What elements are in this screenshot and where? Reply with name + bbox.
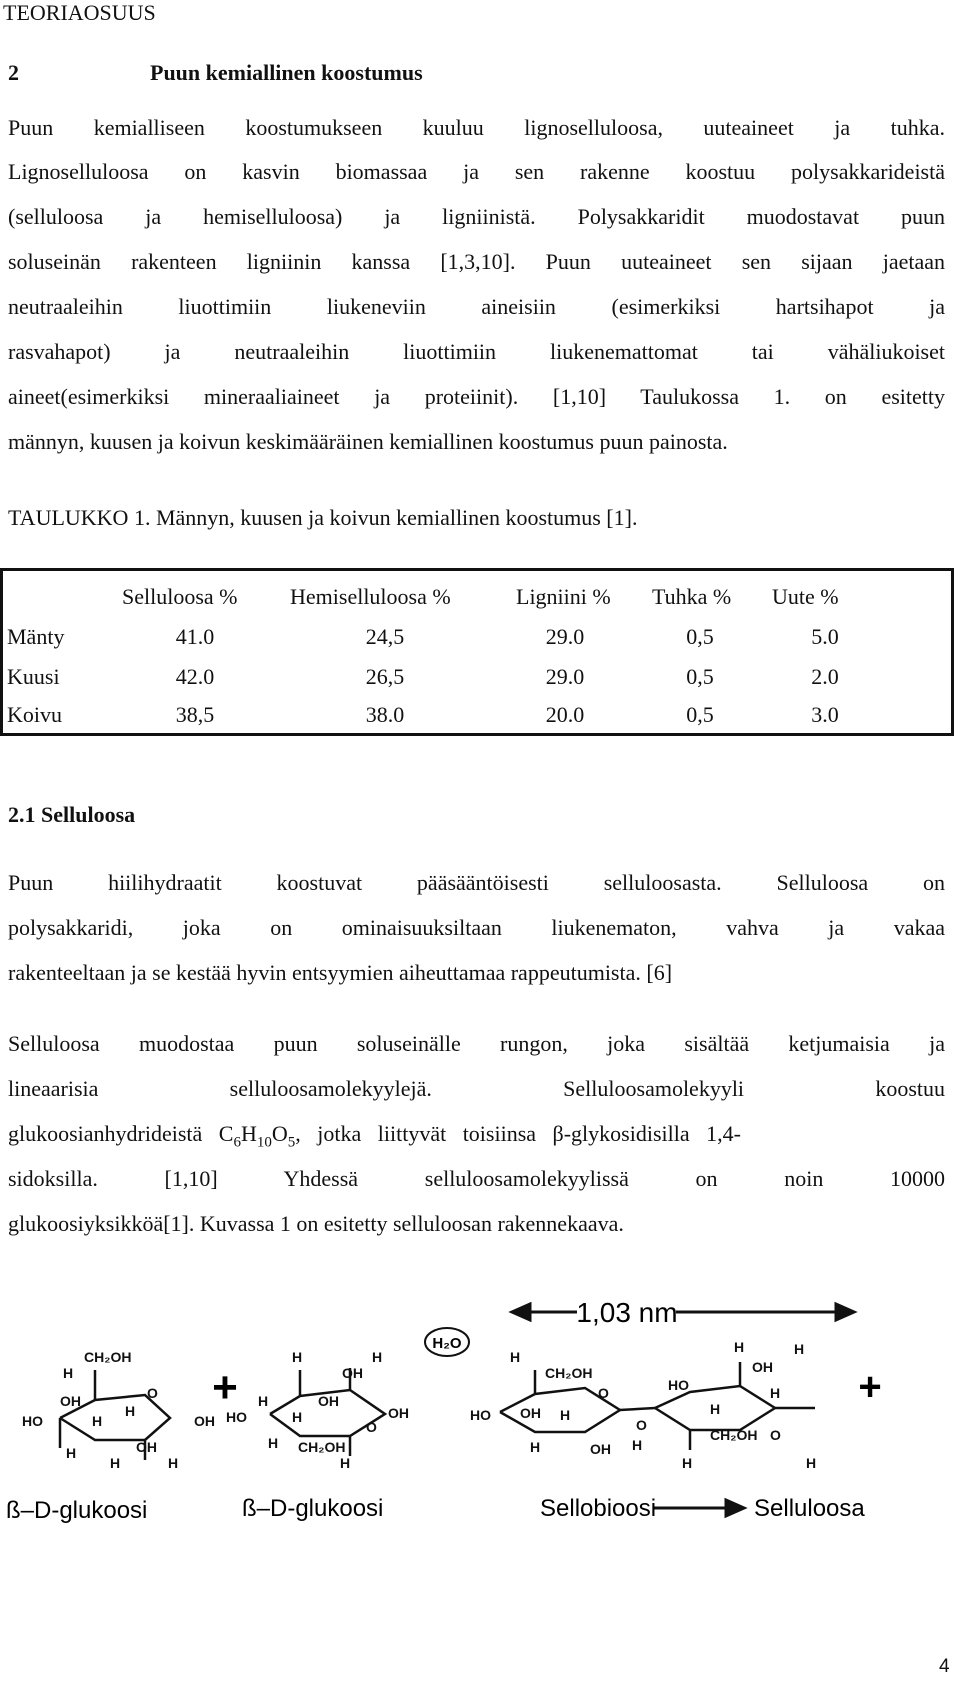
section-title: Puun kemiallinen koostumus (150, 60, 423, 85)
length-label: 1,03 nm (576, 1297, 678, 1328)
atom-label: H (530, 1439, 541, 1455)
atom-label: H (292, 1409, 303, 1425)
atom-label: CH₂OH (298, 1439, 346, 1455)
page-number: 4 (939, 1656, 950, 1677)
atom-label: OH (194, 1413, 215, 1429)
formula-suffix: , jotka liittyvät toisiinsa β-glykosidisilla 1,4- (295, 1121, 741, 1146)
table-header-extractives: Uute % (772, 584, 839, 609)
atom-label: O (147, 1385, 158, 1401)
atom-label: H (632, 1437, 643, 1453)
formula-subscript: 5 (287, 1134, 296, 1151)
table-header-lignin: Ligniini % (516, 584, 611, 609)
atom-label: OH (520, 1405, 541, 1421)
table-cell: 0,5 (686, 702, 714, 727)
paragraph-line: männyn, kuusen ja koivun keskimääräinen kemiallinen koostumus puun painosta. (8, 429, 728, 454)
table-cell: 24,5 (365, 624, 405, 649)
atom-label: H (110, 1455, 121, 1471)
paragraph-line: glukoosiyksikköä[1]. Kuvassa 1 on esitetty selluloosan rakennekaava. (8, 1211, 624, 1236)
table-cell: 0,5 (686, 664, 714, 689)
atom-label: O (366, 1419, 377, 1435)
atom-label: HO (668, 1377, 689, 1393)
paragraph-line: Puun hiilihydraatit koostuvat pääsääntöisesti selluloosasta. Selluloosa on (8, 870, 945, 895)
section-number: 2 (8, 60, 19, 85)
table-row-label: Koivu (7, 702, 62, 727)
table-row-label: Mänty (7, 624, 65, 649)
formula-subscript: 6 (233, 1134, 241, 1151)
atom-label: H (292, 1349, 303, 1365)
atom-label: CH₂OH (710, 1427, 758, 1443)
atom-label: H (770, 1385, 781, 1401)
table-cell: 3.0 (811, 702, 839, 727)
atom-label: H (340, 1455, 351, 1471)
atom-label: CH₂OH (84, 1349, 132, 1365)
table-cell: 41.0 (175, 624, 215, 649)
beta-d-glucose-label: ß–D-glukoosi (242, 1495, 384, 1522)
formula-subscript: 10 (256, 1134, 272, 1151)
atom-label: H (710, 1401, 721, 1417)
subsection-title: 2.1 Selluloosa (8, 802, 136, 827)
atom-label: OH (342, 1365, 363, 1381)
atom-label: OH (60, 1393, 81, 1409)
paragraph-line: rakenteeltaan ja se kestää hyvin entsyymien aiheuttamaa rappeutumista. [6] (8, 960, 673, 985)
atom-label: H (510, 1349, 521, 1365)
table-cell: 38,5 (175, 702, 215, 727)
paragraph-line: soluseinän rakenteen ligniinin kanssa [1,3,10]. Puun uuteaineet sen sijaan jaetaan (8, 249, 945, 274)
table-caption: TAULUKKO 1. Männyn, kuusen ja koivun kemiallinen koostumus [1]. (8, 505, 638, 530)
paragraph-line: polysakkaridi, joka on ominaisuuksiltaan liukenematon, vahva ja vakaa (8, 915, 945, 940)
atom-label: O (770, 1427, 781, 1443)
table-row-label: Kuusi (7, 664, 60, 689)
table-header-ash: Tuhka % (652, 584, 732, 609)
paragraph-line: Lignoselluloosa on kasvin biomassaa ja sen rakenne koostuu polysakkarideistä (8, 159, 945, 184)
formula-element: O (271, 1121, 288, 1146)
table-cell: 38.0 (365, 702, 405, 727)
atom-label: H (66, 1445, 77, 1461)
atom-label: H (682, 1455, 693, 1471)
paragraph-line: rasvahapot) ja neutraaleihin liuottimiin liukenemattomat tai vähäliukoiset (8, 339, 945, 364)
table-cell: 0,5 (686, 624, 714, 649)
water-label: H₂O (432, 1335, 462, 1352)
table-header-cellulose: Selluloosa % (122, 584, 238, 609)
atom-label: H (125, 1403, 136, 1419)
table-cell: 42.0 (175, 664, 215, 689)
atom-label: OH (318, 1393, 339, 1409)
atom-label: H (258, 1393, 269, 1409)
paragraph-line: lineaarisia selluloosamolekyylejä. Selluloosamolekyyli koostuu (8, 1076, 945, 1101)
atom-label: H (168, 1455, 179, 1471)
table-cell: 5.0 (811, 624, 839, 649)
plus-sign: + (858, 1365, 882, 1409)
table-cell: 29.0 (545, 624, 585, 649)
paragraph-line: Puun kemialliseen koostumukseen kuuluu lignoselluloosa, uuteaineet ja tuhka. (8, 115, 945, 140)
paragraph-line: Selluloosa muodostaa puun soluseinälle rungon, joka sisältää ketjumaisia ja (8, 1031, 945, 1056)
cellulose-structure-figure (0, 1290, 960, 1560)
cellulose-label: Selluloosa (754, 1495, 865, 1522)
atom-label: H (372, 1349, 383, 1365)
atom-label: H (794, 1341, 805, 1357)
document-header: TEORIAOSUUS (3, 0, 156, 25)
atom-label: CH₂OH (545, 1365, 593, 1381)
paragraph-line: (selluloosa ja hemiselluloosa) ja ligniinistä. Polysakkaridit muodostavat puun (8, 204, 945, 229)
table-header-hemicellulose: Hemiselluloosa % (290, 584, 451, 609)
table-cell: 2.0 (811, 664, 839, 689)
formula-prefix: glukoosianhydrideistä C (8, 1121, 234, 1146)
table-cell: 20.0 (545, 702, 585, 727)
reaction-arrow (654, 1500, 744, 1516)
formula-element: H (240, 1121, 257, 1146)
atom-label: OH (388, 1405, 409, 1421)
beta-d-glucose-label: ß–D-glukoosi (6, 1497, 148, 1524)
atom-label: H (734, 1339, 745, 1355)
atom-label: H (63, 1365, 74, 1381)
cellobiose-label: Sellobioosi (540, 1495, 657, 1522)
atom-label: H (806, 1455, 817, 1471)
atom-label: O (598, 1385, 609, 1401)
paragraph-line: neutraaleihin liuottimiin liukeneviin aineisiin (esimerkiksi hartsihapot ja (8, 294, 945, 319)
paragraph-line: sidoksilla. [1,10] Yhdessä selluloosamolekyylissä on noin 10000 (8, 1166, 945, 1191)
atom-label: HO (470, 1407, 491, 1423)
atom-label: OH (590, 1441, 611, 1457)
atom-label: H (92, 1413, 103, 1429)
table-cell: 29.0 (545, 664, 585, 689)
atom-label: OH (136, 1439, 157, 1455)
atom-label: HO (226, 1409, 247, 1425)
atom-label: HO (22, 1413, 43, 1429)
atom-label: H (560, 1407, 571, 1423)
length-arrow (512, 1304, 854, 1320)
plus-sign: + (212, 1363, 238, 1412)
paragraph-line-formula (8, 1121, 945, 1155)
atom-label: H (268, 1435, 279, 1451)
atom-label: OH (752, 1359, 773, 1375)
paragraph-line: aineet(esimerkiksi mineraaliaineet ja proteiinit). [1,10] Taulukossa 1. on esitetty (8, 384, 945, 409)
atom-label: O (636, 1417, 647, 1433)
table-cell: 26,5 (365, 664, 405, 689)
